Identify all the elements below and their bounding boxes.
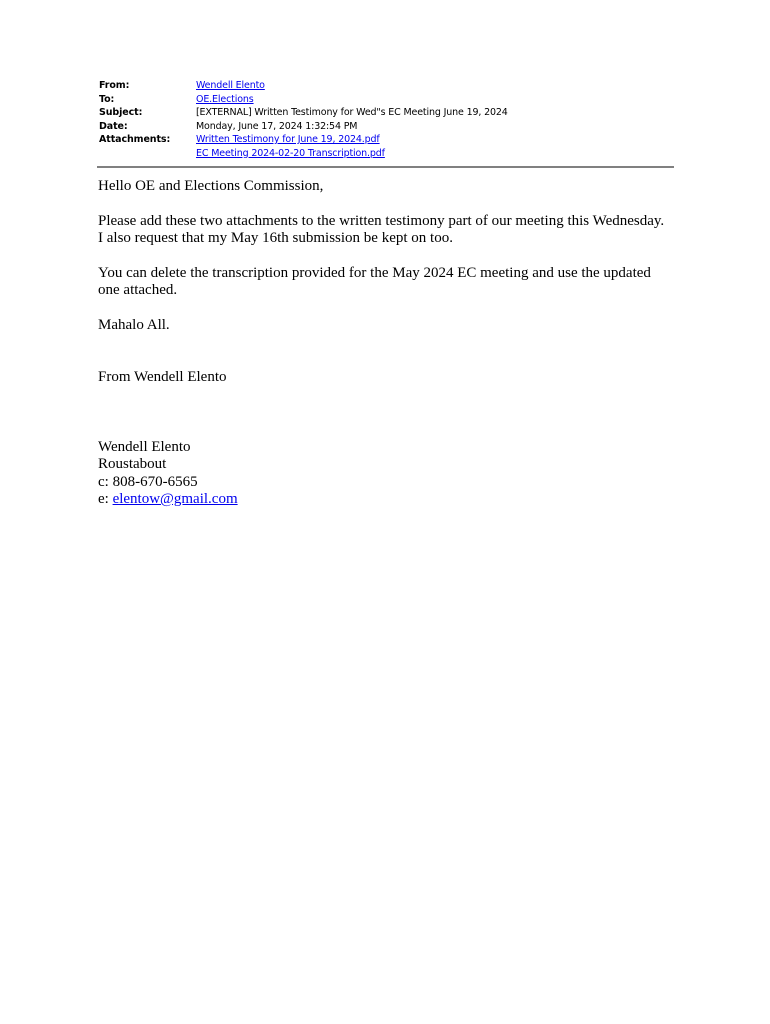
date-value: Monday, June 17, 2024 1:32:54 PM xyxy=(196,120,358,132)
body-paragraph xyxy=(98,265,688,300)
greeting xyxy=(98,178,688,196)
attachment-link[interactable]: EC Meeting 2024-02-20 Transcription.pdf xyxy=(196,147,385,159)
attachments-list xyxy=(196,133,674,160)
body-paragraph xyxy=(98,213,688,248)
signature-block xyxy=(98,439,688,509)
signature-email-link[interactable]: elentow@gmail.com xyxy=(112,491,238,507)
to-label: To: xyxy=(99,93,115,105)
signature-name: Wendell Elento xyxy=(98,438,191,455)
subject-value: [EXTERNAL] Written Testimony for Wed"s EC Meeting June 19, 2024 xyxy=(196,107,508,118)
to-link[interactable]: OE.Elections xyxy=(196,93,254,105)
body-line: I also request that my May 16th submission be kept on too. xyxy=(98,230,453,246)
signature-title: Roustabout xyxy=(98,456,167,472)
greeting-text: Hello OE and Elections Commission, xyxy=(98,178,324,194)
email-body xyxy=(98,178,688,509)
from-line xyxy=(98,369,688,387)
attachments-label: Attachments: xyxy=(99,134,171,145)
signature-email-prefix: e: xyxy=(98,491,113,507)
from-link[interactable]: Wendell Elento xyxy=(196,80,265,91)
attachment-link[interactable]: Written Testimony for June 19, 2024.pdf xyxy=(196,134,380,145)
from-line-text: From Wendell Elento xyxy=(98,369,227,385)
subject-label: Subject: xyxy=(99,107,143,118)
attachments-row xyxy=(99,133,674,160)
body-line: You can delete the transcription provided for the May 2024 EC meeting and use the updated xyxy=(98,264,651,281)
signature-email-row xyxy=(98,491,688,509)
from-label: From: xyxy=(99,80,130,91)
body-line: one attached. xyxy=(98,282,178,298)
email-header xyxy=(99,79,674,160)
closing xyxy=(98,317,688,335)
body-line: Please add these two attachments to the written testimony part of our meeting this Wednesday. xyxy=(98,212,665,229)
subject-row xyxy=(99,106,674,120)
date-row xyxy=(99,120,674,134)
signature-phone: c: 808-670-6565 xyxy=(98,473,198,490)
header-divider xyxy=(97,166,674,168)
from-row xyxy=(99,79,674,93)
closing-text: Mahalo All. xyxy=(98,316,170,333)
to-row xyxy=(99,93,674,107)
date-label: Date: xyxy=(99,120,128,132)
